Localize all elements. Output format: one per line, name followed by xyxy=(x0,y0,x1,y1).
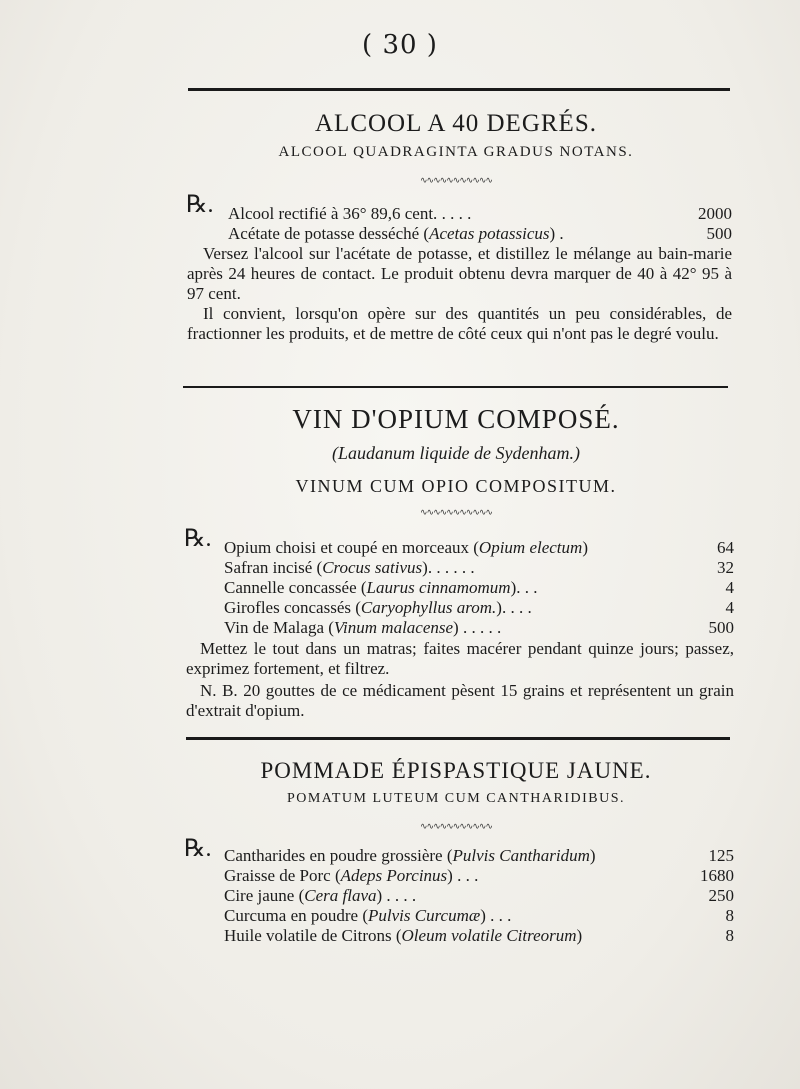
instruction-paragraph: N. B. 20 gouttes de ce médicament pèsent 15 grains et représentent un grain d'extrait d'opium. xyxy=(186,681,734,720)
ingredient-quantity: 1680 xyxy=(700,866,734,885)
ornament: ∿∿∿∿∿∿∿∿∿∿∿ xyxy=(420,176,492,186)
ingredient-quantity: 4 xyxy=(725,598,734,617)
ingredient-name: Graisse de Porc (Adeps Porcinus) . . . xyxy=(224,866,479,885)
ingredient-name: Girofles concassés (Caryophyllus arom.). . . . xyxy=(224,598,532,617)
instruction-paragraph: Versez l'alcool sur l'acétate de potasse, et distillez le mélange au bain-marie après 24 heures de contact. Le produit obtenu devra marquer de 40 à 42° 95 à 97 cent. xyxy=(187,244,732,303)
page-number: ( 30 ) xyxy=(362,30,438,60)
section-title: POMMADE ÉPISPASTIQUE JAUNE. xyxy=(260,758,652,783)
section-subtitle: ALCOOL QUADRAGINTA GRADUS NOTANS. xyxy=(278,144,634,160)
ingredient-name: Acétate de potasse desséché (Acetas potassicus) . xyxy=(228,224,564,243)
ingredient-quantity: 8 xyxy=(725,906,734,925)
ingredient-quantity: 64 xyxy=(717,538,734,557)
ingredient-name: Alcool rectifié à 36° 89,6 cent. . . . . xyxy=(228,204,472,223)
ingredient-name: Huile volatile de Citrons (Oleum volatile Citreorum) xyxy=(224,926,583,945)
header-rule xyxy=(188,88,730,91)
ingredient-name: Cannelle concassée (Laurus cinnamomum). . . xyxy=(224,578,538,597)
ingredient-name: Safran incisé (Crocus sativus). . . . . . xyxy=(224,558,475,577)
ingredient-name: Cire jaune (Cera flava) . . . . xyxy=(224,886,417,905)
section-latin-title: (Laudanum liquide de Sydenham.) xyxy=(332,443,580,463)
section-divider xyxy=(183,386,728,388)
ingredient-quantity: 250 xyxy=(708,886,734,905)
ingredient-name: Curcuma en poudre (Pulvis Curcumæ) . . . xyxy=(224,906,512,925)
ingredient-quantity: 125 xyxy=(708,846,734,865)
ingredient-name: Opium choisi et coupé en morceaux (Opium electum) xyxy=(224,538,588,557)
ornament: ∿∿∿∿∿∿∿∿∿∿∿ xyxy=(420,822,492,832)
recipe-symbol: ℞. xyxy=(186,192,214,218)
ingredient-quantity: 8 xyxy=(725,926,734,945)
ingredient-quantity: 32 xyxy=(717,558,734,577)
section-title: ALCOOL A 40 DEGRÉS. xyxy=(315,110,597,137)
ingredient-quantity: 500 xyxy=(706,224,732,243)
recipe-symbol: ℞. xyxy=(184,526,212,552)
recipe-symbol: ℞. xyxy=(184,836,212,862)
section-title: VIN D'OPIUM COMPOSÉ. xyxy=(292,404,620,434)
section-subtitle: POMATUM LUTEUM CUM CANTHARIDIBUS. xyxy=(286,791,626,806)
section-divider xyxy=(186,737,730,740)
ingredient-quantity: 4 xyxy=(725,578,734,597)
ingredient-name: Vin de Malaga (Vinum malacense) . . . . . xyxy=(224,618,502,637)
instruction-paragraph: Mettez le tout dans un matras; faites macérer pendant quinze jours; passez, exprimez fortement, et filtrez. xyxy=(186,639,734,678)
instruction-paragraph: Il convient, lorsqu'on opère sur des quantités un peu considérables, de fractionner les produits, et de mettre de côté ceux qui n'ont pas le degré voulu. xyxy=(187,304,732,343)
section-subtitle: VINUM CUM OPIO COMPOSITUM. xyxy=(295,476,617,496)
ingredient-name: Cantharides en poudre grossière (Pulvis Cantharidum) xyxy=(224,846,596,865)
ingredient-quantity: 2000 xyxy=(698,204,732,223)
ingredient-quantity: 500 xyxy=(708,618,734,637)
ornament: ∿∿∿∿∿∿∿∿∿∿∿ xyxy=(420,508,492,518)
